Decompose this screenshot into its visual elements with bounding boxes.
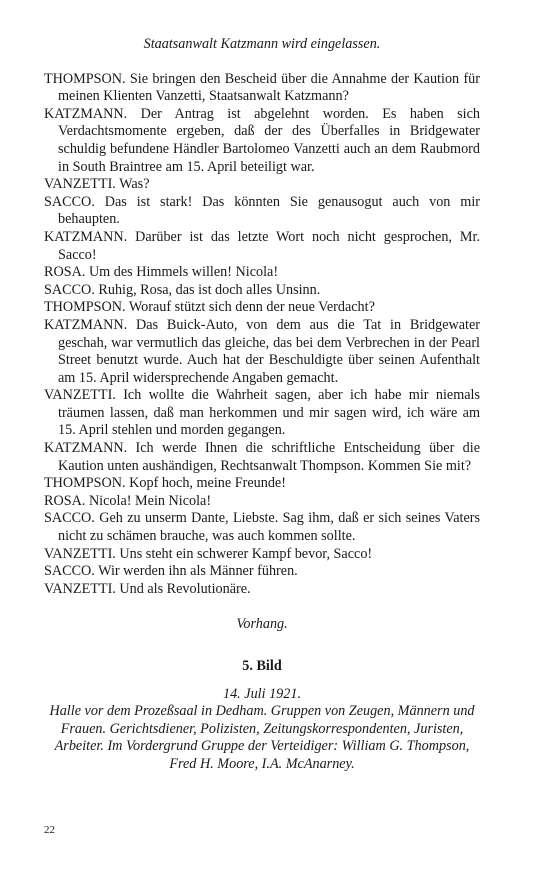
speech-line: ROSA. Nicola! Mein Nicola! [44, 492, 212, 509]
stage-direction: Staatsanwalt Katzmann wird eingelassen. [143, 36, 381, 52]
speech-line: VANZETTI. Und als Revolutionäre. [44, 580, 251, 597]
speech-line: VANZETTI. Was? [44, 176, 150, 193]
speech-line: VANZETTI. Uns steht ein schwerer Kampf bevor, Sacco! [44, 545, 373, 562]
speech-line: VANZETTI. Ich wollte die Wahrheit sagen, aber ich habe mir niemals träumen lassen, daß man herkommen und mir sagen wird, ich wäre am 15. April stehlen und morden gegangen. [44, 387, 480, 439]
scene-description: Halle vor dem Prozeßsaal in Dedham. Gruppen von Zeugen, Männern und Frauen. Gerichtsdiener, Polizisten, Zeitungskorrespondenten, Juristen, Arbeiter. Im Vordergrund Gruppe der Verteidiger: William G. Thompson, Fred H. Moore, I.A. McAnarney. [49, 703, 475, 772]
book-page [44, 36, 480, 774]
dialogue [44, 71, 480, 599]
speech-line: KATZMANN. Darüber ist das letzte Wort noch nicht gesprochen, Mr. Sacco! [44, 228, 480, 263]
speech-line: ROSA. Um des Himmels willen! Nicola! [44, 264, 279, 281]
speech-line: SACCO. Das ist stark! Das könnten Sie genausogut auch von mir behaupten. [44, 193, 480, 228]
speech-line: THOMPSON. Kopf hoch, meine Freunde! [44, 475, 286, 492]
speech-line: KATZMANN. Der Antrag ist abgelehnt worden. Es haben sich Verdachtsmomente ergeben, daß der des Überfalles in Bridgewater schuldig befundene Händler Bartolomeo Vanzetti auch an dem Raubmord in South Braintree am 15. April beteiligt war. [44, 105, 480, 175]
speech-line: SACCO. Geh zu unserm Dante, Liebste. Sag ihm, daß er sich seines Vaters nicht zu schämen brauche, was auch kommen sollte. [44, 510, 480, 545]
speech-line: THOMPSON. Worauf stützt sich denn der neue Verdacht? [44, 299, 375, 316]
speech-line: SACCO. Ruhig, Rosa, das ist doch alles Unsinn. [44, 281, 321, 298]
scene-title: 5. Bild [242, 658, 282, 674]
speech-line: KATZMANN. Das Buick-Auto, von dem aus die Tat in Bridgewater geschah, war vermutlich das gleiche, das bei dem Verbrechen in der Pearl Street benutzt wurde. Auch hat der Beschuldigte über seinen Aufenthalt am 15. April widersprechende Angaben gemacht. [44, 316, 480, 386]
speech-line: KATZMANN. Ich werde Ihnen die schriftliche Entscheidung über die Kaution unten aushändigen, Rechtsanwalt Thompson. Kommen Sie mit? [44, 440, 480, 474]
speech-line: SACCO. Wir werden ihn als Männer führen. [44, 563, 298, 580]
speech-line: THOMPSON. Sie bringen den Bescheid über die Annahme der Kaution für meinen Klienten Vanzetti, Staatsanwalt Katzmann? [44, 70, 480, 105]
scene-date: 14. Juli 1921. [222, 685, 302, 702]
page-number: 22 [44, 824, 55, 836]
curtain-direction: Vorhang. [236, 616, 288, 633]
